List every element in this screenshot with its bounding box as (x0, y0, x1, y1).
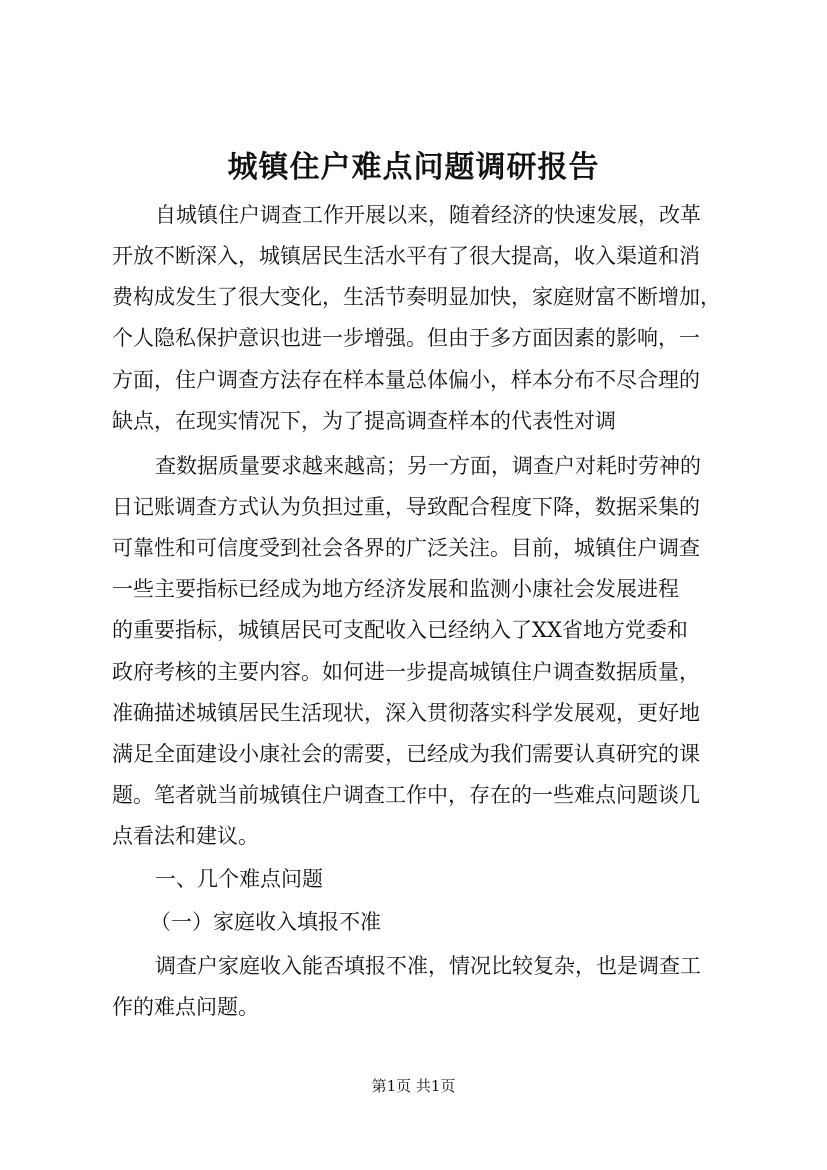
body-line-text: 作的难点问题。 (112, 995, 259, 1019)
document-title: 城镇住户难点问题调研报告 (227, 150, 600, 185)
subsection-heading-text: （一）家庭收入填报不准 (150, 910, 381, 934)
body-line-text: 开放不断深入，城镇居民生活水平有了很大提高，收入渠道和消 (112, 244, 700, 268)
body-line-text: 费构成发生了很大变化，生活节奏明显加快，家庭财富不断增加， (112, 285, 721, 309)
body-line-text: 的重要指标，城镇居民可支配收入已经纳入了XX省地方党委和 (112, 618, 688, 642)
body-line (0, 733, 827, 775)
body-line (0, 276, 827, 318)
body-line-text: 日记账调查方式认为负担过重，导致配合程度下降，数据采集的 (112, 495, 700, 519)
body-line (0, 235, 827, 277)
body-line (0, 692, 827, 734)
body-line-text: 自城镇住户调查工作开展以来，随着经济的快速发展，改革 (155, 203, 701, 227)
body-line-text: 查数据质量要求越来越高；另一方面，调查户对耗时劳神的 (155, 454, 701, 478)
subsection-heading (0, 901, 827, 943)
body-line-text: 调查户家庭收入能否填报不准，情况比较复杂，也是调查工 (155, 954, 701, 978)
body-line-text: 个人隐私保护意识也进一步增强。但由于多方面因素的影响，一 (112, 326, 700, 350)
body-line-text: 政府考核的主要内容。如何进一步提高城镇住户调查数据质量， (112, 660, 700, 684)
body-line (0, 609, 827, 651)
body-line-text: 点看法和建议。 (112, 824, 259, 848)
body-line (0, 651, 827, 693)
body-line-text: 可靠性和可信度受到社会各界的广泛关注。目前，城镇住户调查 (112, 536, 700, 560)
body-line-text: 题。笔者就当前城镇住户调查工作中，存在的一些难点问题谈几 (112, 783, 700, 807)
page-footer: 第1页 共1页 (371, 1077, 456, 1095)
section-heading-text: 一、几个难点问题 (155, 867, 323, 891)
body-line (0, 986, 827, 1028)
body-line (0, 194, 827, 236)
body-line-text: 一些主要指标已经成为地方经济发展和监测小康社会发展进程 (112, 577, 679, 601)
body-line-text: 准确描述城镇居民生活现状，深入贯彻落实科学发展观，更好地 (112, 701, 700, 725)
body-line (0, 945, 827, 987)
body-line (0, 400, 827, 442)
body-line (0, 527, 827, 569)
body-line (0, 774, 827, 816)
body-line-text: 缺点，在现实情况下，为了提高调查样本的代表性对调 (112, 409, 616, 433)
body-line (0, 486, 827, 528)
body-line (0, 359, 827, 401)
body-line-text: 方面，住户调查方法存在样本量总体偏小，样本分布不尽合理的 (112, 368, 700, 392)
body-line (0, 317, 827, 359)
body-line (0, 568, 827, 610)
section-heading (0, 858, 827, 900)
body-line-text: 满足全面建设小康社会的需要，已经成为我们需要认真研究的课 (112, 742, 700, 766)
body-line (0, 815, 827, 857)
body-line (0, 445, 827, 487)
